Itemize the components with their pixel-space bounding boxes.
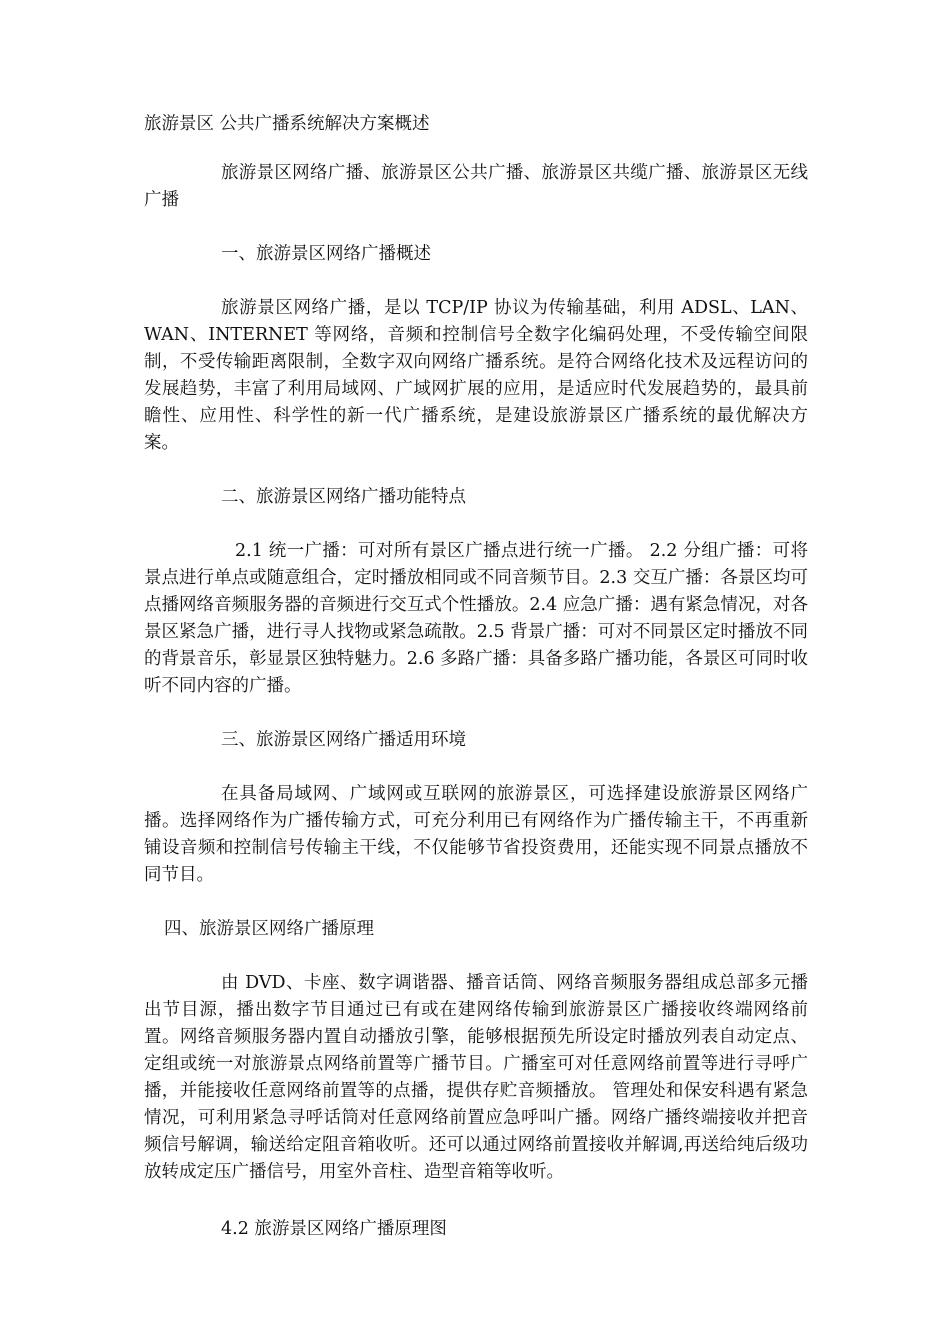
section-4-body: 由 DVD、卡座、数字调谐器、播音话筒、网络音频服务器组成总部多元播出节目源，播出数字节目通过已有或在建网络传输到旅游景区广播接收终端网络前置。网络音频服务器内置自动播放引擎，能够根据预先所设定时播放列表自动定点、定组或统一对旅游景点网络前置等广播节目。广播室可对任意网络前置等进行寻呼广播，并能接收任意网络前置等的点播，提供存贮音频播放。 管理处和保安科遇有紧急情况，可利用紧急寻呼话筒对任意网络前置应急呼叫广播。网络广播终端接收并把音频信号解调，输送给定阻音箱收听。还可以通过网络前置接收并解调,再送给纯后级功放转成定压广播信号，用室外音柱、造型音箱等收听。	[144, 973, 808, 1182]
section-4-2-subheading: 4.2 旅游景区网络广播原理图	[221, 1219, 447, 1239]
section-1-body: 旅游景区网络广播，是以 TCP/IP 协议为传输基础，利用 ADSL、LAN、WAN、INTERNET 等网络，音频和控制信号全数字化编码处理，不受传输空间限制，不受传输距离限制，全数字双向网络广播系统。是符合网络化技术及远程访问的发展趋势，丰富了利用局域网、广域网扩展的应用，是适应时代发展趋势的，最具前瞻性、应用性、科学性的新一代广播系统，是建设旅游景区广播系统的最优解决方案。	[144, 298, 808, 453]
section-2-body: 2.1 统一广播：可对所有景区广播点进行统一广播。 2.2 分组广播：可将景点进行单点或随意组合，定时播放相同或不同音频节目。2.3 交互广播：各景区均可点播网络音频服务器的音频进行交互式个性播放。2.4 应急广播：遇有紧急情况，对各景区紧急广播，进行寻人找物或紧急疏散。2.5 背景广播：可对不同景区定时播放不同的背景音乐，彰显景区独特魅力。2.6 多路广播：具备多路广播功能，各景区可同时收听不同内容的广播。	[144, 541, 808, 696]
section-3-heading: 三、旅游景区网络广播适用环境	[221, 730, 466, 750]
section-3-body: 在具备局域网、广域网或互联网的旅游景区，可选择建设旅游景区网络广播。选择网络作为广播传输方式，可充分利用已有网络作为广播传输主干，不再重新铺设音频和控制信号传输主干线，不仅能够节省投资费用，还能实现不同景点播放不同节目。	[144, 784, 808, 885]
section-2-heading: 二、旅游景区网络广播功能特点	[221, 487, 466, 507]
section-1-heading: 一、旅游景区网络广播概述	[221, 244, 431, 264]
document-title: 旅游景区 公共广播系统解决方案概述	[144, 114, 430, 134]
section-4-heading: 四、旅游景区网络广播原理	[164, 919, 374, 939]
document-body	[144, 111, 808, 1243]
keywords-paragraph: 旅游景区网络广播、旅游景区公共广播、旅游景区共缆广播、旅游景区无线广播	[144, 163, 808, 210]
